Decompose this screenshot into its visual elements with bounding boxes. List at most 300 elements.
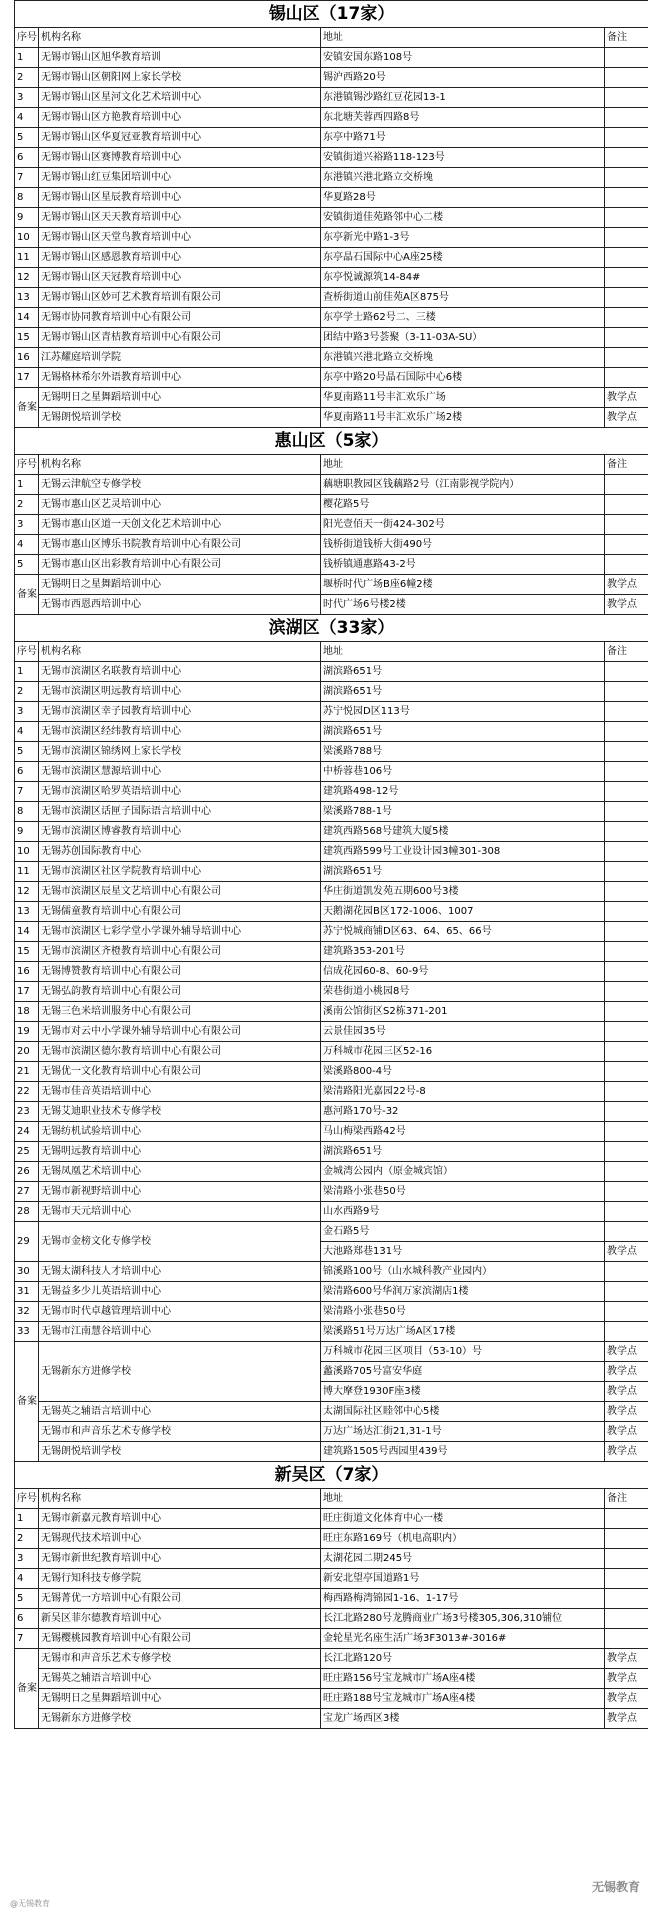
column-header: 备注 bbox=[605, 28, 648, 48]
column-header: 地址 bbox=[321, 642, 605, 662]
table-row bbox=[15, 148, 648, 168]
institution-address: 苏宁悦园D区113号 bbox=[321, 702, 605, 722]
institution-address: 安镇安国东路108号 bbox=[321, 48, 605, 68]
remark bbox=[605, 1122, 648, 1142]
watermark: 无锡教育 bbox=[591, 1880, 640, 1894]
institution-address: 信成花园60-8、60-9号 bbox=[321, 962, 605, 982]
institution-name: 无锡市锡山区天冠教育培训中心 bbox=[39, 268, 321, 288]
institution-name: 无锡明远教育培训中心 bbox=[39, 1142, 321, 1162]
row-number: 7 bbox=[15, 168, 39, 188]
institution-address: 中桥蓉巷106号 bbox=[321, 762, 605, 782]
institution-address: 建筑路1505号西园里439号 bbox=[321, 1442, 605, 1462]
institution-address: 太湖花园二期245号 bbox=[321, 1549, 605, 1569]
row-number: 6 bbox=[15, 762, 39, 782]
table-row bbox=[15, 88, 648, 108]
table-row bbox=[15, 1569, 648, 1589]
table-row bbox=[15, 108, 648, 128]
table-row bbox=[15, 1509, 648, 1529]
table-row bbox=[15, 515, 648, 535]
table-row bbox=[15, 188, 648, 208]
header-row bbox=[15, 642, 648, 662]
institution-address: 长江北路120号 bbox=[321, 1649, 605, 1669]
institution-address: 梁溪路788-1号 bbox=[321, 802, 605, 822]
column-header: 机构名称 bbox=[39, 642, 321, 662]
institution-name: 无锡市锡山区朝阳网上家长学校 bbox=[39, 68, 321, 88]
remark bbox=[605, 475, 648, 495]
row-number: 11 bbox=[15, 862, 39, 882]
table-row bbox=[15, 475, 648, 495]
institution-address: 湖滨路651号 bbox=[321, 862, 605, 882]
institution-address: 东港镇锡沙路红豆花园13-1 bbox=[321, 88, 605, 108]
institution-name: 无锡市滨湖区名联教育培训中心 bbox=[39, 662, 321, 682]
table-row bbox=[15, 722, 648, 742]
table-row bbox=[15, 1609, 648, 1629]
table-row bbox=[15, 48, 648, 68]
institution-name: 无锡市锡山区天堂鸟教育培训中心 bbox=[39, 228, 321, 248]
institution-name: 无锡市锡山区赛博教育培训中心 bbox=[39, 148, 321, 168]
backup-label: 备案 bbox=[15, 388, 39, 428]
institution-address: 建筑西路599号工业设计园3幢301-308 bbox=[321, 842, 605, 862]
table-row bbox=[15, 1202, 648, 1222]
table-row bbox=[15, 208, 648, 228]
row-number: 30 bbox=[15, 1262, 39, 1282]
remark bbox=[605, 1529, 648, 1549]
institution-address: 华夏南路11号丰汇欢乐广场2楼 bbox=[321, 408, 605, 428]
table-row bbox=[15, 495, 648, 515]
institution-address: 旺庄东路169号（机电高职内） bbox=[321, 1529, 605, 1549]
remark bbox=[605, 368, 648, 388]
remark bbox=[605, 922, 648, 942]
remark bbox=[605, 288, 648, 308]
row-number: 2 bbox=[15, 682, 39, 702]
institution-address: 溪南公馆街区S2栋371-201 bbox=[321, 1002, 605, 1022]
backup-row bbox=[15, 1342, 648, 1362]
backup-row bbox=[15, 1689, 648, 1709]
remark: 教学点 bbox=[605, 1709, 648, 1729]
remark bbox=[605, 1322, 648, 1342]
institution-name: 无锡格林希尔外语教育培训中心 bbox=[39, 368, 321, 388]
institution-address: 安镇街道佳苑路邻中心二楼 bbox=[321, 208, 605, 228]
remark bbox=[605, 1082, 648, 1102]
table-row bbox=[15, 1262, 648, 1282]
row-number: 20 bbox=[15, 1042, 39, 1062]
table-row bbox=[15, 248, 648, 268]
remark: 教学点 bbox=[605, 1422, 648, 1442]
institution-address: 博大摩登1930F座3楼 bbox=[321, 1382, 605, 1402]
institution-address: 东港镇兴港北路立交桥堍 bbox=[321, 168, 605, 188]
row-number: 33 bbox=[15, 1322, 39, 1342]
row-number: 15 bbox=[15, 942, 39, 962]
institution-name: 无锡艾迪职业技术专修学校 bbox=[39, 1102, 321, 1122]
column-header: 序号 bbox=[15, 1489, 39, 1509]
institution-name: 无锡市和声音乐艺术专修学校 bbox=[39, 1422, 321, 1442]
institution-address: 太湖国际社区睦邻中心5楼 bbox=[321, 1402, 605, 1422]
institution-address: 东亭新光中路1-3号 bbox=[321, 228, 605, 248]
institution-address: 万达广场达汇街21,31-1号 bbox=[321, 1422, 605, 1442]
remark bbox=[605, 1302, 648, 1322]
row-number: 25 bbox=[15, 1142, 39, 1162]
table-row bbox=[15, 702, 648, 722]
column-header: 序号 bbox=[15, 642, 39, 662]
remark bbox=[605, 702, 648, 722]
institution-name: 无锡益多少儿英语培训中心 bbox=[39, 1282, 321, 1302]
row-number: 1 bbox=[15, 662, 39, 682]
row-number: 15 bbox=[15, 328, 39, 348]
institution-name: 无锡市滨湖区德尔教育培训中心有限公司 bbox=[39, 1042, 321, 1062]
section-title-row bbox=[15, 615, 648, 642]
table-row bbox=[15, 742, 648, 762]
institution-name: 无锡市惠山区艺灵培训中心 bbox=[39, 495, 321, 515]
institution-address: 堰桥时代广场B座6幢2楼 bbox=[321, 575, 605, 595]
remark bbox=[605, 682, 648, 702]
row-number: 22 bbox=[15, 1082, 39, 1102]
column-header: 序号 bbox=[15, 28, 39, 48]
table-row bbox=[15, 982, 648, 1002]
remark bbox=[605, 1262, 648, 1282]
row-number: 28 bbox=[15, 1202, 39, 1222]
institution-address: 建筑路498-12号 bbox=[321, 782, 605, 802]
remark bbox=[605, 1162, 648, 1182]
table-row bbox=[15, 762, 648, 782]
remark bbox=[605, 208, 648, 228]
section-title: 滨湖区（33家） bbox=[15, 615, 648, 642]
institution-address: 惠河路170号-32 bbox=[321, 1102, 605, 1122]
backup-row bbox=[15, 575, 648, 595]
institution-address: 梁清路小张巷50号 bbox=[321, 1182, 605, 1202]
institution-name: 无锡苏创国际教育中心 bbox=[39, 842, 321, 862]
institution-name: 无锡云津航空专修学校 bbox=[39, 475, 321, 495]
institution-address: 团结中路3号荟聚（3-11-03A-SU） bbox=[321, 328, 605, 348]
table-row bbox=[15, 1302, 648, 1322]
institution-name: 无锡新东方进修学校 bbox=[39, 1709, 321, 1729]
remark bbox=[605, 535, 648, 555]
row-number: 13 bbox=[15, 902, 39, 922]
table-row bbox=[15, 1589, 648, 1609]
row-number: 14 bbox=[15, 308, 39, 328]
section-title: 新吴区（7家） bbox=[15, 1462, 648, 1489]
institution-name: 无锡市江南慧谷培训中心 bbox=[39, 1322, 321, 1342]
institution-name: 无锡市惠山区出彩教育培训中心有限公司 bbox=[39, 555, 321, 575]
institution-address: 钱桥街道钱桥大街490号 bbox=[321, 535, 605, 555]
backup-row bbox=[15, 1669, 648, 1689]
remark bbox=[605, 348, 648, 368]
row-number: 3 bbox=[15, 515, 39, 535]
table-row bbox=[15, 822, 648, 842]
institution-address: 锡沪西路20号 bbox=[321, 68, 605, 88]
institution-address: 云景佳园35号 bbox=[321, 1022, 605, 1042]
column-header: 序号 bbox=[15, 455, 39, 475]
row-number: 3 bbox=[15, 88, 39, 108]
table-row bbox=[15, 1629, 648, 1649]
backup-row bbox=[15, 1402, 648, 1422]
institution-address: 东亭晶石国际中心A座25楼 bbox=[321, 248, 605, 268]
row-number: 13 bbox=[15, 288, 39, 308]
remark bbox=[605, 555, 648, 575]
institution-name: 无锡市锡山区华夏冠亚教育培训中心 bbox=[39, 128, 321, 148]
table-row bbox=[15, 328, 648, 348]
table-row bbox=[15, 128, 648, 148]
section-title-row bbox=[15, 428, 648, 455]
institution-name: 无锡三色米培训服务中心有限公司 bbox=[39, 1002, 321, 1022]
table-row bbox=[15, 1282, 648, 1302]
institution-name: 无锡市佳音英语培训中心 bbox=[39, 1082, 321, 1102]
remark: 教学点 bbox=[605, 1402, 648, 1422]
institution-name: 无锡明日之星舞蹈培训中心 bbox=[39, 1689, 321, 1709]
row-number: 5 bbox=[15, 555, 39, 575]
remark: 教学点 bbox=[605, 1689, 648, 1709]
remark bbox=[605, 1589, 648, 1609]
remark bbox=[605, 1002, 648, 1022]
institution-address: 华夏路28号 bbox=[321, 188, 605, 208]
row-number: 4 bbox=[15, 535, 39, 555]
institution-name: 无锡市滨湖区慧源培训中心 bbox=[39, 762, 321, 782]
row-number: 8 bbox=[15, 188, 39, 208]
remark bbox=[605, 1569, 648, 1589]
institution-address: 梁溪路800-4号 bbox=[321, 1062, 605, 1082]
row-number: 4 bbox=[15, 108, 39, 128]
remark: 教学点 bbox=[605, 1242, 648, 1262]
remark bbox=[605, 268, 648, 288]
remark bbox=[605, 982, 648, 1002]
institution-name: 无锡市滨湖区博睿教育培训中心 bbox=[39, 822, 321, 842]
row-number: 31 bbox=[15, 1282, 39, 1302]
column-header: 备注 bbox=[605, 642, 648, 662]
institution-name: 无锡市滨湖区辰星文艺培训中心有限公司 bbox=[39, 882, 321, 902]
institution-address: 万科城市花园三区52-16 bbox=[321, 1042, 605, 1062]
row-number: 1 bbox=[15, 1509, 39, 1529]
backup-label: 备案 bbox=[15, 1342, 39, 1462]
remark bbox=[605, 1022, 648, 1042]
row-number: 32 bbox=[15, 1302, 39, 1322]
institution-address: 马山梅梁西路42号 bbox=[321, 1122, 605, 1142]
table-row bbox=[15, 842, 648, 862]
row-number: 2 bbox=[15, 495, 39, 515]
remark bbox=[605, 1509, 648, 1529]
remark bbox=[605, 1062, 648, 1082]
institution-address: 长江北路280号龙腾商业广场3号楼305,306,310铺位 bbox=[321, 1609, 605, 1629]
institution-address: 东港镇兴港北路立交桥堍 bbox=[321, 348, 605, 368]
institution-name: 无锡纺机试验培训中心 bbox=[39, 1122, 321, 1142]
institution-address: 梅西路梅湾锦园1-16、1-17号 bbox=[321, 1589, 605, 1609]
row-number: 5 bbox=[15, 742, 39, 762]
institution-address: 湖滨路651号 bbox=[321, 682, 605, 702]
institution-name: 无锡英之辅语言培训中心 bbox=[39, 1402, 321, 1422]
backup-row bbox=[15, 1709, 648, 1729]
institution-name: 无锡市惠山区道一天创文化艺术培训中心 bbox=[39, 515, 321, 535]
remark bbox=[605, 1282, 648, 1302]
table-row bbox=[15, 1082, 648, 1102]
row-number: 3 bbox=[15, 702, 39, 722]
remark bbox=[605, 1102, 648, 1122]
institution-table bbox=[14, 0, 648, 1729]
table-row bbox=[15, 535, 648, 555]
institution-name: 无锡儒童教育培训中心有限公司 bbox=[39, 902, 321, 922]
table-row bbox=[15, 902, 648, 922]
remark bbox=[605, 88, 648, 108]
institution-name: 无锡英之辅语言培训中心 bbox=[39, 1669, 321, 1689]
institution-address: 东亭中路20号晶石国际中心6楼 bbox=[321, 368, 605, 388]
row-number: 9 bbox=[15, 208, 39, 228]
institution-name: 无锡市滨湖区齐橙教育培训中心有限公司 bbox=[39, 942, 321, 962]
table-row bbox=[15, 682, 648, 702]
table-row bbox=[15, 1062, 648, 1082]
remark bbox=[605, 962, 648, 982]
remark bbox=[605, 1042, 648, 1062]
institution-name: 无锡明日之星舞蹈培训中心 bbox=[39, 388, 321, 408]
backup-row bbox=[15, 1649, 648, 1669]
institution-address: 华夏南路11号丰汇欢乐广场 bbox=[321, 388, 605, 408]
table-row bbox=[15, 228, 648, 248]
institution-address: 荣巷街道小桃园8号 bbox=[321, 982, 605, 1002]
institution-name: 无锡新东方进修学校 bbox=[39, 1342, 321, 1402]
institution-address: 钱桥镇通惠路43-2号 bbox=[321, 555, 605, 575]
institution-address: 东亭学士路62号二、三楼 bbox=[321, 308, 605, 328]
remark bbox=[605, 168, 648, 188]
remark bbox=[605, 228, 648, 248]
institution-name: 无锡明日之星舞蹈培训中心 bbox=[39, 575, 321, 595]
table-row bbox=[15, 348, 648, 368]
institution-address: 建筑西路568号建筑大厦5楼 bbox=[321, 822, 605, 842]
institution-address: 蠡溪路705号富安华庭 bbox=[321, 1362, 605, 1382]
institution-address: 梁清路小张巷50号 bbox=[321, 1302, 605, 1322]
remark bbox=[605, 1182, 648, 1202]
table-row bbox=[15, 962, 648, 982]
remark bbox=[605, 1609, 648, 1629]
row-number: 23 bbox=[15, 1102, 39, 1122]
table-row bbox=[15, 308, 648, 328]
institution-address: 山水西路9号 bbox=[321, 1202, 605, 1222]
table-row bbox=[15, 662, 648, 682]
table-row bbox=[15, 1182, 648, 1202]
remark bbox=[605, 188, 648, 208]
institution-name: 无锡樱桃园教育培训中心有限公司 bbox=[39, 1629, 321, 1649]
row-number: 8 bbox=[15, 802, 39, 822]
backup-label: 备案 bbox=[15, 575, 39, 615]
institution-name: 新吴区菲尔德教育培训中心 bbox=[39, 1609, 321, 1629]
institution-name: 无锡市惠山区博乐书院教育培训中心有限公司 bbox=[39, 535, 321, 555]
institution-name: 无锡太湖科技人才培训中心 bbox=[39, 1262, 321, 1282]
row-number: 21 bbox=[15, 1062, 39, 1082]
row-number: 16 bbox=[15, 962, 39, 982]
institution-address: 东亭悦诚源筑14-84# bbox=[321, 268, 605, 288]
row-number: 5 bbox=[15, 128, 39, 148]
row-number: 3 bbox=[15, 1549, 39, 1569]
institution-address: 藕塘职教园区钱藕路2号（江南影视学院内） bbox=[321, 475, 605, 495]
row-number: 1 bbox=[15, 475, 39, 495]
remark bbox=[605, 328, 648, 348]
institution-name: 无锡市滨湖区幸子园教育培训中心 bbox=[39, 702, 321, 722]
institution-address: 旺庄路188号宝龙城市广场A座4楼 bbox=[321, 1689, 605, 1709]
table-row bbox=[15, 1549, 648, 1569]
remark bbox=[605, 1549, 648, 1569]
institution-name: 无锡市滨湖区明远教育培训中心 bbox=[39, 682, 321, 702]
backup-row bbox=[15, 1442, 648, 1462]
backup-row bbox=[15, 408, 648, 428]
institution-address: 湖滨路651号 bbox=[321, 1142, 605, 1162]
table-row bbox=[15, 1102, 648, 1122]
row-number: 17 bbox=[15, 368, 39, 388]
row-number: 9 bbox=[15, 822, 39, 842]
remark bbox=[605, 515, 648, 535]
institution-address: 梁溪路51号万达广场A区17楼 bbox=[321, 1322, 605, 1342]
institution-address: 梁清路阳光嘉园22号-8 bbox=[321, 1082, 605, 1102]
table-row bbox=[15, 1042, 648, 1062]
institution-address: 湖滨路651号 bbox=[321, 722, 605, 742]
row-number: 7 bbox=[15, 782, 39, 802]
institution-name: 无锡市锡山区青桔教育培训中心有限公司 bbox=[39, 328, 321, 348]
institution-name: 无锡市时代卓越管理培训中心 bbox=[39, 1302, 321, 1322]
remark bbox=[605, 248, 648, 268]
institution-address: 金石路5号 bbox=[321, 1222, 605, 1242]
row-number: 5 bbox=[15, 1589, 39, 1609]
remark bbox=[605, 802, 648, 822]
remark bbox=[605, 1202, 648, 1222]
institution-name: 无锡市对云中小学课外辅导培训中心有限公司 bbox=[39, 1022, 321, 1042]
institution-address: 旺庄路156号宝龙城市广场A座4楼 bbox=[321, 1669, 605, 1689]
remark: 教学点 bbox=[605, 595, 648, 615]
row-number: 12 bbox=[15, 882, 39, 902]
institution-name: 无锡市协同教育培训中心有限公司 bbox=[39, 308, 321, 328]
watermark-small: @无锡教育 bbox=[10, 1899, 50, 1908]
institution-name: 无锡市滨湖区七彩学堂小学课外辅导培训中心 bbox=[39, 922, 321, 942]
institution-address: 宝龙广场西区3楼 bbox=[321, 1709, 605, 1729]
institution-address: 阳光壹佰天一街424-302号 bbox=[321, 515, 605, 535]
remark: 教学点 bbox=[605, 1382, 648, 1402]
remark: 教学点 bbox=[605, 388, 648, 408]
remark bbox=[605, 308, 648, 328]
institution-name: 无锡市锡山区方艳教育培训中心 bbox=[39, 108, 321, 128]
column-header: 机构名称 bbox=[39, 455, 321, 475]
institution-address: 旺庄街道文化体育中心一楼 bbox=[321, 1509, 605, 1529]
remark: 教学点 bbox=[605, 1342, 648, 1362]
remark bbox=[605, 782, 648, 802]
row-number: 4 bbox=[15, 722, 39, 742]
row-number: 16 bbox=[15, 348, 39, 368]
row-number: 2 bbox=[15, 1529, 39, 1549]
institution-address: 天鹅湖花园B区172-1006、1007 bbox=[321, 902, 605, 922]
institution-address: 万科城市花园三区项目（53-10）号 bbox=[321, 1342, 605, 1362]
table-row bbox=[15, 1122, 648, 1142]
table-row bbox=[15, 1162, 648, 1182]
institution-address: 华庄街道凯发苑五期600号3楼 bbox=[321, 882, 605, 902]
remark: 教学点 bbox=[605, 1362, 648, 1382]
row-number: 4 bbox=[15, 1569, 39, 1589]
row-number: 7 bbox=[15, 1629, 39, 1649]
institution-name: 无锡市滨湖区社区学院教育培训中心 bbox=[39, 862, 321, 882]
institution-name: 无锡博赞教育培训中心有限公司 bbox=[39, 962, 321, 982]
remark bbox=[605, 495, 648, 515]
remark bbox=[605, 148, 648, 168]
section-title: 惠山区（5家） bbox=[15, 428, 648, 455]
column-header: 机构名称 bbox=[39, 28, 321, 48]
remark: 教学点 bbox=[605, 575, 648, 595]
remark: 教学点 bbox=[605, 1669, 648, 1689]
remark bbox=[605, 1629, 648, 1649]
remark: 教学点 bbox=[605, 1442, 648, 1462]
table-row bbox=[15, 288, 648, 308]
column-header: 地址 bbox=[321, 28, 605, 48]
table-row bbox=[15, 168, 648, 188]
backup-label: 备案 bbox=[15, 1649, 39, 1729]
institution-name: 无锡凤凰艺术培训中心 bbox=[39, 1162, 321, 1182]
institution-name: 无锡市新世纪教育培训中心 bbox=[39, 1549, 321, 1569]
row-number: 19 bbox=[15, 1022, 39, 1042]
remark bbox=[605, 128, 648, 148]
row-number: 2 bbox=[15, 68, 39, 88]
table-row bbox=[15, 942, 648, 962]
row-number: 1 bbox=[15, 48, 39, 68]
remark bbox=[605, 722, 648, 742]
